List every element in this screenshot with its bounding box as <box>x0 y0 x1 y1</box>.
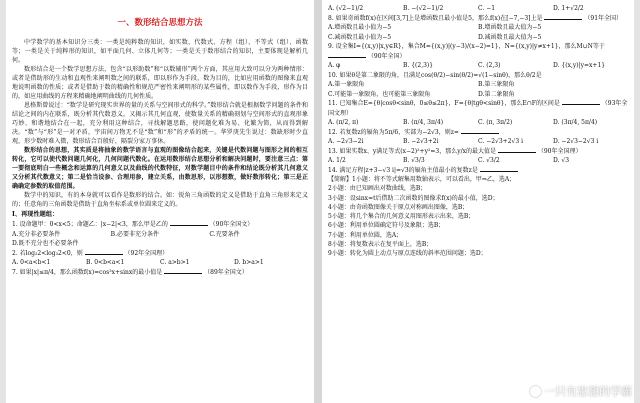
option-a: A. (π/2, π) <box>328 119 359 126</box>
option-d: D. −2√3−2√3 i <box>553 138 599 145</box>
option-c: C.减函数且最小值为−5 <box>328 33 392 41</box>
answer-blank <box>164 268 202 274</box>
paragraph-5: 数学中的知识，有的本身就可以看作是数形的结合。如：锐角三角函数的定义是借助于直角三角形来定义的；任意角的三角函数是借助于直角坐标系或单位圆来定义的。 <box>12 192 308 208</box>
solution-note: 9小题：转化为圆上动点与原点连线的斜率范围问题；选D； <box>328 250 487 258</box>
option-a: A. (√2−1)/2 <box>328 5 364 12</box>
question-10-options-row2 <box>328 90 628 100</box>
question-1-options-row2 <box>12 239 308 249</box>
solution-notes-heading: 【简解】1小题：将不等式解集用数轴表示，可以看出，甲⇒乙，选A； <box>328 176 516 183</box>
option-d: D.既不充分也不必要条件 <box>12 240 79 247</box>
option-a: A.充分非必要条件 <box>12 230 61 238</box>
question-13-options <box>328 156 628 166</box>
question-9-source: （90年全国） <box>367 52 406 60</box>
option-c: C. −1 <box>478 5 496 12</box>
option-c: C. (π, 3π/2) <box>478 119 513 126</box>
question-10-text: 10. 如果θ是第二象限的角，且满足cos(θ/2)−sin(θ/2)=√(1−sinθ)，那么θ/2是 <box>328 71 542 79</box>
answer-blank <box>562 99 600 105</box>
option-d: D. b>a>1 <box>234 259 264 266</box>
option-b: B. −2√3+2i <box>403 138 439 145</box>
question-11 <box>328 99 628 118</box>
solution-note: 8小题：将复数表示在复平面上，选B； <box>328 241 433 249</box>
solution-note: 3小题：设sinx=t后借助二次函数的图像求f(x)的最小值，选D； <box>328 194 499 202</box>
question-10-options <box>328 80 628 90</box>
question-7-source: （89年全国文） <box>204 268 248 276</box>
question-1-source: （90年全国文） <box>209 221 254 228</box>
option-c: C. −2√3+2√3 i <box>478 138 523 145</box>
question-12 <box>328 128 628 138</box>
option-a: A.第一象限角 <box>328 81 365 88</box>
question-12-text: 12. 若复数z的辐角为5π/6，实部为−2√3，则z= <box>328 128 459 136</box>
question-9-options <box>328 61 628 71</box>
answer-blank <box>461 128 499 134</box>
paragraph-1: 中学数学的基本知识分三类：一类是纯粹数的知识，如实数、代数式、方程（组）、不等式（组）、函数等；一类是关于纯粹形的知识，如平面几何、立体几何等；一类是关于数形结合的知识，主要体现是解析几何。 <box>12 39 308 64</box>
option-d: D. {(x,y)|y=x+1} <box>553 62 606 69</box>
option-b: B.增函数且最大值为−5 <box>478 24 542 31</box>
solution-note: 4小题：由奇函数图像关于原点对称画出图像，选B； <box>328 203 469 211</box>
solution-note: 7小题：利用单位圆，选A； <box>328 231 403 239</box>
option-c: C. (2,3) <box>478 62 501 69</box>
option-a: A. φ <box>328 62 341 69</box>
option-b: B. {(2,3)} <box>403 62 434 69</box>
option-a: A. 1/2 <box>328 157 346 164</box>
paragraph-4: 数形结合的思想，其实质是将抽象的数学语言与直观的图像结合起来，关键是代数问题与图形之间的相互转化，它可以使代数问题几何化，几何问题代数化。在运用数形结合思想分析和解决问题时，要注意三点：第一要彻底明白一些概念和运算的几何意义以及曲线的代数特征，对数学题目中的条件和结论既分析其几何意义又分析其代数意义；第二是恰当设参、合理用参，建立关系，由数思形，以形想数，做好数形转化；第三是正确确定参数的取值范围。 <box>12 147 308 190</box>
question-8-source: （91年全国） <box>584 14 623 22</box>
solution-note: 5小题：将几个集合的几何意义用图形表示出来，选B； <box>328 213 475 221</box>
question-7-text: 7. 如果|x|≤π/4，那么函数f(x)=cos²x+sinx的最小值是 <box>12 268 163 276</box>
question-2-source: （92年全国理） <box>124 249 169 257</box>
option-b: B. −(√2−1)/2 <box>403 5 444 12</box>
option-b: B. √3/3 <box>403 157 425 164</box>
question-13 <box>328 147 628 157</box>
watermark-text: 一只有思想的学霸 <box>544 385 632 398</box>
answer-blank <box>498 147 536 153</box>
option-b: B.第三象限角 <box>478 81 515 88</box>
option-a: A. −2√3−2i <box>328 138 364 145</box>
paragraph-2: 数形结合是一个数学思想方法，包含“以形助数”和“以数辅形”两个方面，其应用大致可以分为两种情形：或者是借助形的生动和直观性来阐明数之间的联系，即以形作为手段，数为目的，比如应用函数的图像来直观地说明函数的性质；或者是借助于数的精确性和规范严密性来阐明形的某些属性，即以数作为手段，形作为目的，如应用曲线的方程来精确地阐明曲线的几何性质。 <box>12 66 308 100</box>
option-b: B. (π/4, 3π/4) <box>403 119 444 126</box>
page-gutter <box>314 0 322 403</box>
question-11-options <box>328 118 628 128</box>
question-11-source: （93年全国文理） <box>328 100 628 117</box>
option-a: A.增函数且最小值为−5 <box>328 24 392 31</box>
question-11-text: 11. 已知集合E={θ|cosθ<sinθ，0≤θ≤2π}，F={θ|tgθ<sinθ}，那么E∩F的区间是 <box>328 100 560 107</box>
option-d: D. (3π/4, 5π/4) <box>553 119 598 126</box>
question-8-text: 8. 如果奇函数f(x)在区间[3,7]上是增函数且最小值是5，那么f(x)在[−7,−3]上是 <box>328 14 543 22</box>
answer-blank <box>85 249 123 255</box>
question-10 <box>328 71 628 81</box>
option-b: B.必要非充分条件 <box>110 230 159 238</box>
option-c: C.充要条件 <box>209 230 240 238</box>
question-14 <box>328 166 628 176</box>
option-c: C.可能第一象限角，也可能第三象限角 <box>328 90 431 98</box>
section-title: 一、数形结合思想方法 <box>117 18 203 28</box>
option-a: A. 0<a<b<1 <box>12 259 51 266</box>
answer-blank <box>328 52 366 58</box>
option-c: C. √3/2 <box>478 157 500 164</box>
answer-blank <box>544 14 582 20</box>
option-b: B. 0<b<a<1 <box>86 259 125 266</box>
question-14-text: 14. 满足方程|z+3−√3 i|=√3的辐角主值最小的复数z是 <box>328 166 478 174</box>
account-logo-icon <box>530 386 541 397</box>
question-8-options <box>328 23 628 33</box>
option-d: D.第二象限角 <box>478 90 515 98</box>
answer-blank <box>170 220 208 226</box>
problem-group-heading: Ⅰ、再现性题组： <box>12 211 59 218</box>
left-page <box>6 0 314 403</box>
question-2-text: 2. 若log₂2<log₃2<0，则 <box>12 249 83 257</box>
watermark <box>530 383 632 399</box>
question-2 <box>12 249 308 259</box>
paragraph-3: 恩格斯曾说过：“数学是研究现实世界的量的关系与空间形式的科学。”数形结合就是根据数学问题的条件和结论之间的内在联系，既分析其代数意义，又揭示其几何直观，使数量关系的精确刻划与空间形式的直观形象巧妙、和谐地结合在一起，充分利用这种结合，寻找解题思路，使问题化难为易、化繁为简，从而得到解决。“数”与“形”是一对矛盾，宇宙间万物无不是“数”和“形”的矛盾的统一。华罗庚先生说过：数缺形时少直观，形少数时难入微，数形结合百般好，隔裂分家万事休。 <box>12 102 308 145</box>
question-12-options <box>328 137 628 147</box>
right-page <box>322 0 634 403</box>
question-9-text: 9. 设全集I={(x,y)|x,y∈R}，集合M={(x,y)|(y−3)/(x−2)=1}，N={(x,y)|y≠x+1}，那么M∪N等于 <box>328 43 605 50</box>
question-7 <box>12 268 308 278</box>
question-13-text: 13. 如果实数x、y满足等式(x−2)²+y²=3，那么y/x的最大值是 <box>328 147 497 155</box>
option-d: D.减函数且最大值为−5 <box>478 33 542 41</box>
question-9 <box>328 42 628 61</box>
question-7-options <box>328 4 628 14</box>
question-8 <box>328 14 628 24</box>
answer-blank <box>480 166 518 172</box>
question-2-options <box>12 258 308 268</box>
option-d: D. 1+√2/2 <box>553 5 584 12</box>
question-1 <box>12 220 308 230</box>
question-1-text: 1. 设命题甲：0<x<5；命题乙：|x−2|<3，那么甲是乙的 <box>12 221 168 228</box>
solution-note: 2小题：由已知画出对数曲线，选B； <box>328 185 427 193</box>
solution-note: 6小题：利用单位圆确定符号及象限；选B； <box>328 222 445 230</box>
question-8-options-row2 <box>328 33 628 43</box>
option-c: C. a>b>1 <box>160 259 190 266</box>
question-1-options <box>12 230 308 240</box>
question-13-source: （90年全国理） <box>537 147 582 155</box>
option-d: D. √3 <box>553 157 570 164</box>
